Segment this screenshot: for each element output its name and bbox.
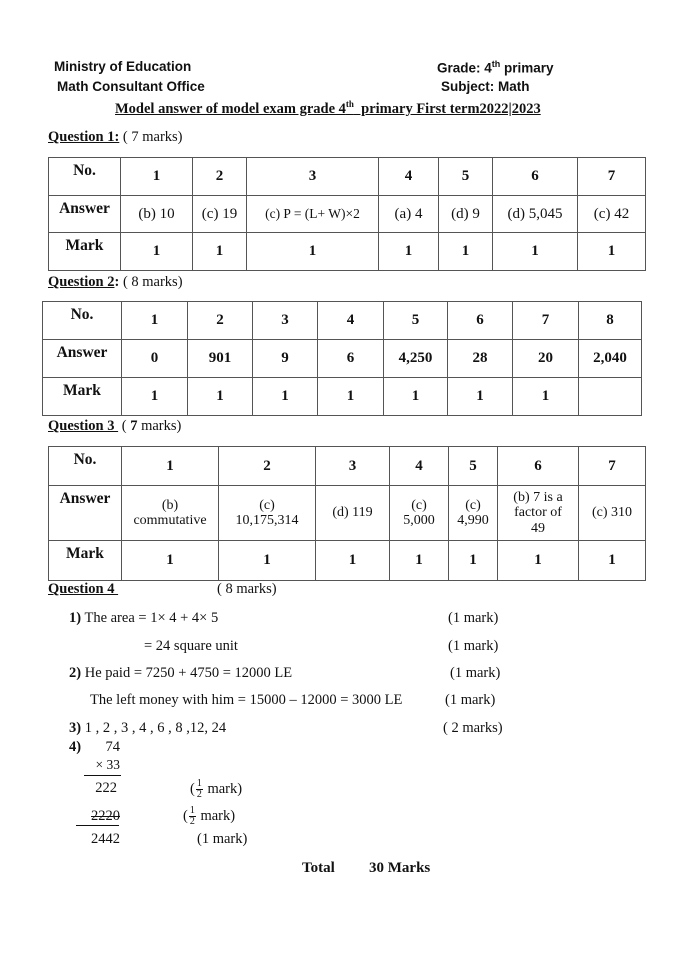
answer-cell: (b) 10 bbox=[121, 196, 193, 233]
table-row-mark bbox=[43, 378, 642, 416]
answer-line: commutative bbox=[133, 513, 207, 528]
grade-label bbox=[437, 59, 554, 76]
question-number: 5 bbox=[439, 158, 493, 196]
item-text: The left money with him = 15000 – 12000 = 3000 LE bbox=[90, 692, 403, 708]
half-mark-2 bbox=[183, 806, 235, 827]
answer-cell bbox=[122, 486, 219, 541]
table-row-mark bbox=[49, 233, 646, 271]
answer-cell: (d) 9 bbox=[439, 196, 493, 233]
row-header-answer: Answer bbox=[49, 486, 122, 541]
mult-top: 74 bbox=[105, 739, 120, 755]
question-2-label: Question 2 bbox=[48, 274, 115, 290]
question-3-label: Question 3 bbox=[48, 418, 119, 434]
mark-cell: 1 bbox=[578, 233, 646, 271]
question-2-colon: : bbox=[114, 274, 120, 290]
paren: ( bbox=[190, 780, 195, 797]
answer-cell: (c) 42 bbox=[578, 196, 646, 233]
answer-line: (c) bbox=[259, 497, 275, 513]
answer-line: 10,175,314 bbox=[235, 513, 299, 528]
fraction-denominator: 2 bbox=[196, 789, 202, 800]
row-header-no: No. bbox=[49, 158, 121, 196]
question-number: 4 bbox=[390, 447, 449, 486]
fraction-numerator: 1 bbox=[196, 778, 202, 789]
total-value: 30 Marks bbox=[369, 860, 431, 876]
question-3-marks-num: 7 bbox=[130, 418, 138, 434]
question-2-heading bbox=[48, 274, 183, 291]
answer-cell bbox=[390, 486, 449, 541]
answer-cell: (c) 19 bbox=[193, 196, 247, 233]
answer-cell: 4,250 bbox=[384, 340, 448, 378]
mark-cell: 1 bbox=[493, 233, 578, 271]
title-sup: th bbox=[345, 99, 354, 109]
question-2-table bbox=[42, 301, 642, 416]
answer-cell bbox=[219, 486, 316, 541]
question-number: 1 bbox=[121, 158, 193, 196]
half-mark-1 bbox=[190, 779, 242, 800]
mark-cell: 1 bbox=[379, 233, 439, 271]
question-1-label: Question 1: bbox=[48, 129, 120, 145]
question-4-marks: ( 8 marks) bbox=[217, 581, 277, 597]
answer-line: (d) 119 bbox=[332, 505, 373, 521]
table-row-mark bbox=[49, 541, 646, 581]
question-number: 3 bbox=[253, 302, 318, 340]
question-number: 4 bbox=[318, 302, 384, 340]
item-text: The area = 1× 4 + 4× 5 bbox=[81, 610, 219, 626]
answer-line: factor of bbox=[514, 505, 562, 521]
mult-partial-1: 222 bbox=[95, 780, 117, 796]
question-3-marks-open: ( bbox=[118, 418, 131, 434]
question-number: 2 bbox=[219, 447, 316, 486]
question-3-marks-close: marks) bbox=[137, 418, 182, 434]
question-number: 4 bbox=[379, 158, 439, 196]
row-header-no: No. bbox=[49, 447, 122, 486]
q4-item-3 bbox=[69, 720, 226, 737]
mark-cell: 1 bbox=[219, 541, 316, 581]
half-fraction bbox=[196, 779, 203, 800]
row-header-answer: Answer bbox=[49, 196, 121, 233]
answer-cell: (d) 5,045 bbox=[493, 196, 578, 233]
answer-cell bbox=[449, 486, 498, 541]
question-1-marks: ( 7 marks) bbox=[119, 129, 183, 145]
answer-line: (b) bbox=[161, 497, 179, 513]
item-text: 1 , 2 , 3 , 4 , 6 , 8 ,12, 24 bbox=[81, 720, 227, 736]
mark-cell: 1 bbox=[390, 541, 449, 581]
question-4-heading bbox=[48, 581, 118, 598]
mark-cell: 1 bbox=[498, 541, 579, 581]
mark-cell: 1 bbox=[384, 378, 448, 416]
question-number: 7 bbox=[579, 447, 646, 486]
answer-cell: 6 bbox=[318, 340, 384, 378]
document-title bbox=[115, 99, 541, 118]
question-number: 6 bbox=[498, 447, 579, 486]
mark-text: mark) bbox=[203, 780, 243, 797]
item-text: He paid = 7250 + 4750 = 12000 LE bbox=[81, 665, 293, 681]
answer-line: (b) 7 is a bbox=[513, 489, 563, 505]
answer-cell bbox=[579, 486, 646, 541]
item-mark: ( 2 marks) bbox=[443, 720, 503, 736]
question-number: 5 bbox=[384, 302, 448, 340]
question-2-marks: ( 8 marks) bbox=[119, 274, 183, 290]
mark-cell: 1 bbox=[513, 378, 579, 416]
question-number: 3 bbox=[316, 447, 390, 486]
total-label: Total bbox=[302, 860, 335, 876]
question-number: 1 bbox=[122, 302, 188, 340]
mult-rule-2 bbox=[76, 825, 119, 826]
question-number: 6 bbox=[448, 302, 513, 340]
question-number: 5 bbox=[449, 447, 498, 486]
q4-item-1b bbox=[144, 638, 238, 655]
item-number: 2) bbox=[69, 665, 82, 681]
table-row-number bbox=[49, 447, 646, 486]
question-3-heading bbox=[48, 418, 181, 435]
mult-rule bbox=[84, 775, 121, 776]
item-number: 1) bbox=[69, 610, 82, 626]
question-1-heading bbox=[48, 129, 183, 146]
q4-item-1 bbox=[69, 610, 218, 627]
mark-text: mark) bbox=[196, 807, 236, 824]
mark-cell: 1 bbox=[188, 378, 253, 416]
row-header-answer: Answer bbox=[43, 340, 122, 378]
question-number: 7 bbox=[578, 158, 646, 196]
item-mark: (1 mark) bbox=[445, 692, 496, 708]
item-mark: (1 mark) bbox=[450, 665, 501, 681]
answer-line: (c) bbox=[411, 497, 427, 513]
half-fraction bbox=[189, 806, 196, 827]
answer-cell: (c) P = (L+ W)×2 bbox=[247, 196, 379, 233]
mark-cell bbox=[579, 378, 642, 416]
row-header-mark: Mark bbox=[49, 541, 122, 581]
grade-text: Grade: 4 bbox=[437, 60, 492, 76]
mark-cell: 1 bbox=[122, 378, 188, 416]
full-mark: (1 mark) bbox=[197, 831, 248, 847]
answer-cell: 901 bbox=[188, 340, 253, 378]
answer-cell: 2,040 bbox=[579, 340, 642, 378]
mult-partial-2 bbox=[80, 808, 120, 825]
answer-line: 4,990 bbox=[457, 513, 489, 528]
q4-item-2 bbox=[69, 665, 292, 682]
row-header-no: No. bbox=[43, 302, 122, 340]
answer-cell: 0 bbox=[122, 340, 188, 378]
partial-2-value: 2220 bbox=[91, 808, 120, 824]
fraction-denominator: 2 bbox=[189, 816, 195, 827]
question-number: 3 bbox=[247, 158, 379, 196]
subject-label: Subject: Math bbox=[441, 79, 530, 94]
mark-cell: 1 bbox=[253, 378, 318, 416]
mark-cell: 1 bbox=[448, 378, 513, 416]
mult-result: 2442 bbox=[91, 831, 120, 847]
row-header-mark: Mark bbox=[49, 233, 121, 271]
mark-cell: 1 bbox=[449, 541, 498, 581]
row-header-mark: Mark bbox=[43, 378, 122, 416]
answer-line: (c) 310 bbox=[591, 505, 633, 521]
mark-cell: 1 bbox=[247, 233, 379, 271]
question-number: 8 bbox=[579, 302, 642, 340]
item-mark: (1 mark) bbox=[448, 638, 499, 654]
answer-cell: 9 bbox=[253, 340, 318, 378]
table-row-answer bbox=[49, 196, 646, 233]
answer-cell: (a) 4 bbox=[379, 196, 439, 233]
table-row-number bbox=[43, 302, 642, 340]
ministry-name: Ministry of Education bbox=[54, 59, 192, 74]
grade-suffix: primary bbox=[500, 60, 554, 76]
answer-line: 49 bbox=[531, 520, 545, 536]
answer-cell bbox=[316, 486, 390, 541]
mark-cell: 1 bbox=[193, 233, 247, 271]
item-mark: (1 mark) bbox=[448, 610, 499, 626]
fraction-numerator: 1 bbox=[189, 805, 195, 816]
question-number: 7 bbox=[513, 302, 579, 340]
question-3-table bbox=[48, 446, 646, 581]
answer-line: 5,000 bbox=[403, 513, 435, 528]
mult-factor: × 33 bbox=[95, 757, 120, 772]
paren: ( bbox=[183, 807, 188, 824]
mark-cell: 1 bbox=[121, 233, 193, 271]
answer-cell: 28 bbox=[448, 340, 513, 378]
question-number: 2 bbox=[188, 302, 253, 340]
question-number: 6 bbox=[493, 158, 578, 196]
answer-cell bbox=[498, 486, 579, 541]
title-text: Model answer of model exam grade 4 bbox=[115, 100, 346, 117]
mark-cell: 1 bbox=[439, 233, 493, 271]
table-row-answer bbox=[43, 340, 642, 378]
office-name: Math Consultant Office bbox=[57, 79, 205, 94]
question-4-label: Question 4 bbox=[48, 581, 119, 597]
question-number: 1 bbox=[122, 447, 219, 486]
table-row-answer bbox=[49, 486, 646, 541]
answer-line: (c) bbox=[465, 497, 481, 513]
q4-item-2b bbox=[90, 692, 402, 709]
question-number: 2 bbox=[193, 158, 247, 196]
title-post: primary First term2022|2023 bbox=[353, 100, 541, 117]
mark-cell: 1 bbox=[579, 541, 646, 581]
table-row-number bbox=[49, 158, 646, 196]
answer-cell: 20 bbox=[513, 340, 579, 378]
grade-sup: th bbox=[491, 59, 501, 69]
mark-cell: 1 bbox=[318, 378, 384, 416]
mark-cell: 1 bbox=[122, 541, 219, 581]
q4-item-4-number: 4) bbox=[69, 739, 82, 755]
mark-cell: 1 bbox=[316, 541, 390, 581]
item-number: 3) bbox=[69, 720, 82, 736]
question-1-table bbox=[48, 157, 646, 271]
item-text: = 24 square unit bbox=[144, 638, 238, 654]
